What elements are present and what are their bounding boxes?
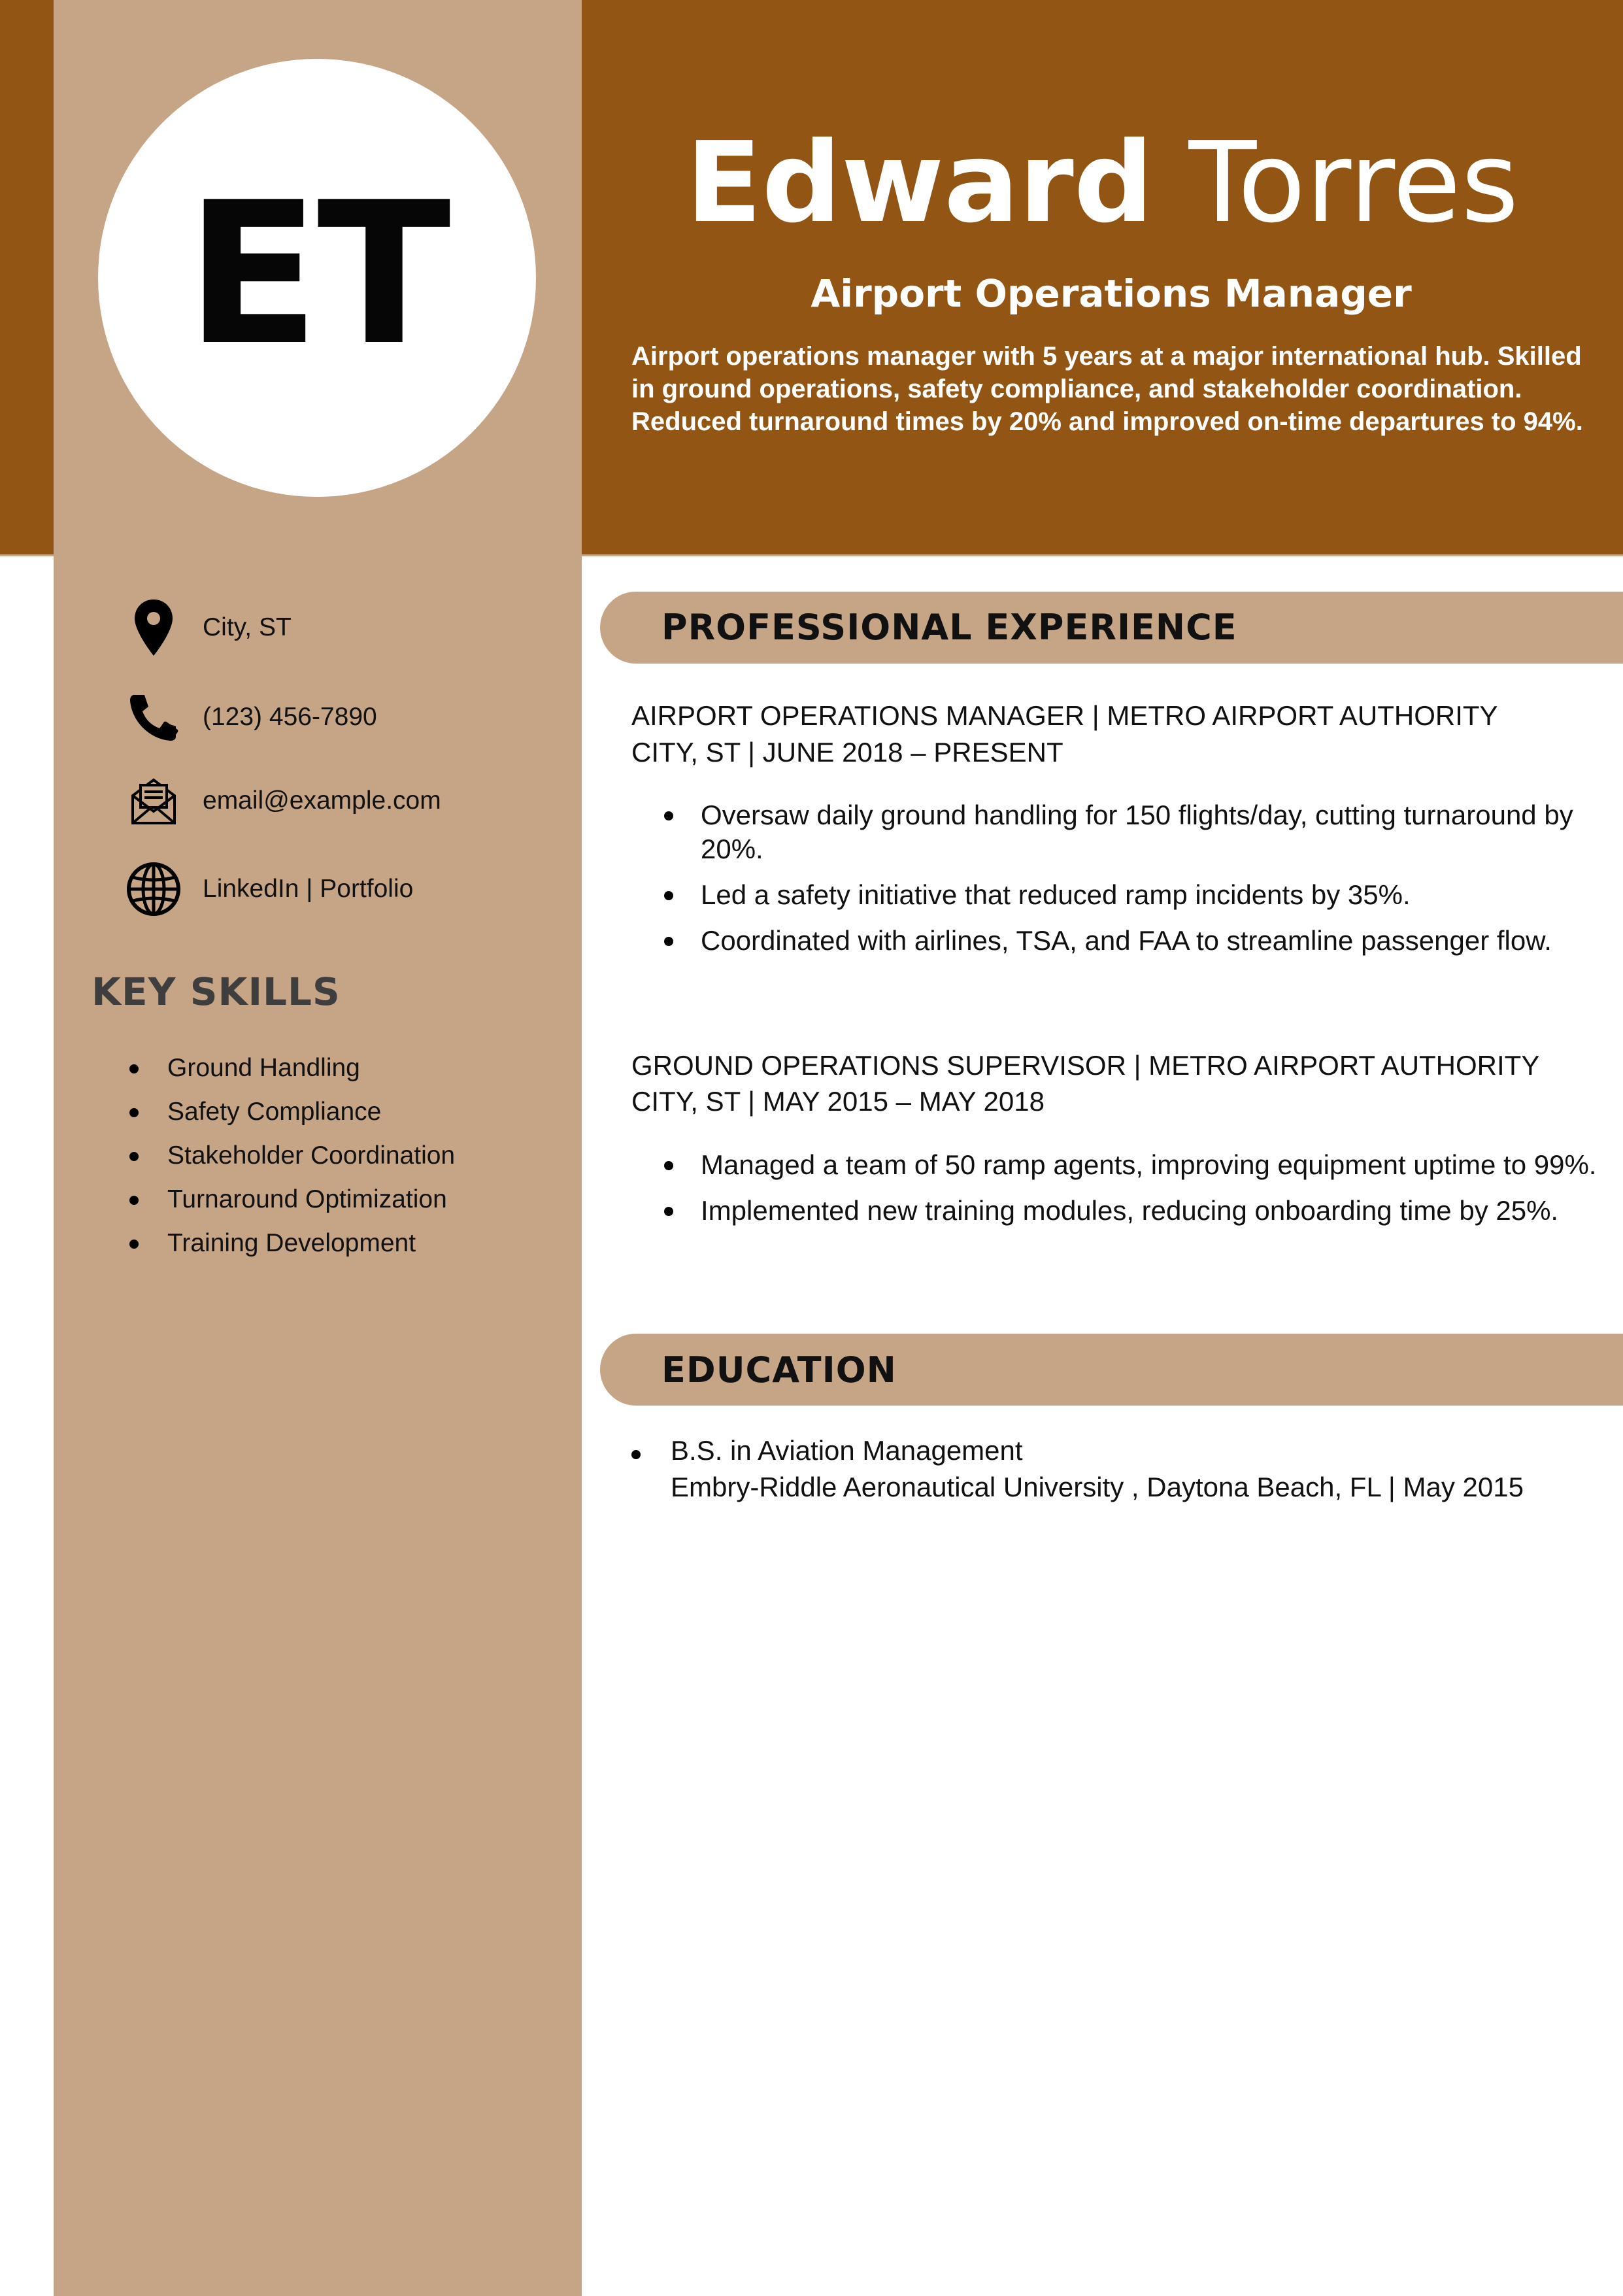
job-bullet: Implemented new training modules, reducing onboarding time by 25%. <box>664 1194 1599 1228</box>
phone-icon <box>124 688 183 747</box>
education-degree: B.S. in Aviation Management <box>671 1435 1023 1466</box>
skill-item: Training Development <box>124 1221 455 1265</box>
education-bullet <box>631 1450 641 1459</box>
phone-text[interactable]: (123) 456-7890 <box>203 703 377 731</box>
first-name: Edward <box>686 118 1154 248</box>
job-role: AIRPORT OPERATIONS MANAGER | METRO AIRPORT AUTHORITY <box>631 700 1498 731</box>
location-pin-icon <box>124 598 183 657</box>
skills-heading: KEY SKILLS <box>92 970 341 1014</box>
skill-item: Stakeholder Coordination <box>124 1134 455 1177</box>
job-meta: CITY, ST | MAY 2015 – MAY 2018 <box>631 1086 1045 1117</box>
job-bullet: Coordinated with airlines, TSA, and FAA to streamline passenger flow. <box>664 924 1599 958</box>
job-bullets <box>664 798 1599 970</box>
contact-links <box>124 856 413 922</box>
envelope-icon <box>124 771 183 830</box>
last-name: Torres <box>1188 118 1519 248</box>
candidate-name <box>582 118 1623 248</box>
education-heading: EDUCATION <box>661 1349 897 1391</box>
job-meta: CITY, ST | JUNE 2018 – PRESENT <box>631 737 1063 768</box>
education-school: Embry-Riddle Aeronautical University , Daytona Beach, FL | May 2015 <box>671 1472 1524 1502</box>
monogram: ET <box>186 160 448 388</box>
contact-phone <box>124 684 377 750</box>
skill-item: Ground Handling <box>124 1046 455 1090</box>
links-text[interactable]: LinkedIn | Portfolio <box>203 875 414 903</box>
skill-item: Turnaround Optimization <box>124 1177 455 1221</box>
monogram-circle <box>98 59 536 497</box>
email-text[interactable]: email@example.com <box>203 786 441 815</box>
globe-icon <box>124 860 183 919</box>
summary: Airport operations manager with 5 years at a major international hub. Skilled in ground operations, safety compliance, and stakeholder coordination. Reduced turnaround times by 20% and improved on-time departures to 94%. <box>631 342 1583 436</box>
skill-item: Safety Compliance <box>124 1090 455 1134</box>
job-bullet: Oversaw daily ground handling for 150 flights/day, cutting turnaround by 20%. <box>664 798 1599 866</box>
contact-email <box>124 768 441 834</box>
skills-list <box>124 1046 455 1265</box>
contact-location <box>124 595 292 660</box>
job-title: Airport Operations Manager <box>811 271 1412 316</box>
experience-heading: PROFESSIONAL EXPERIENCE <box>661 607 1237 648</box>
location-text: City, ST <box>203 613 292 641</box>
job-bullet: Led a safety initiative that reduced ramp incidents by 35%. <box>664 878 1599 912</box>
job-role: GROUND OPERATIONS SUPERVISOR | METRO AIRPORT AUTHORITY <box>631 1050 1540 1081</box>
job-bullet: Managed a team of 50 ramp agents, improving equipment uptime to 99%. <box>664 1148 1599 1182</box>
job-bullets <box>664 1148 1599 1240</box>
